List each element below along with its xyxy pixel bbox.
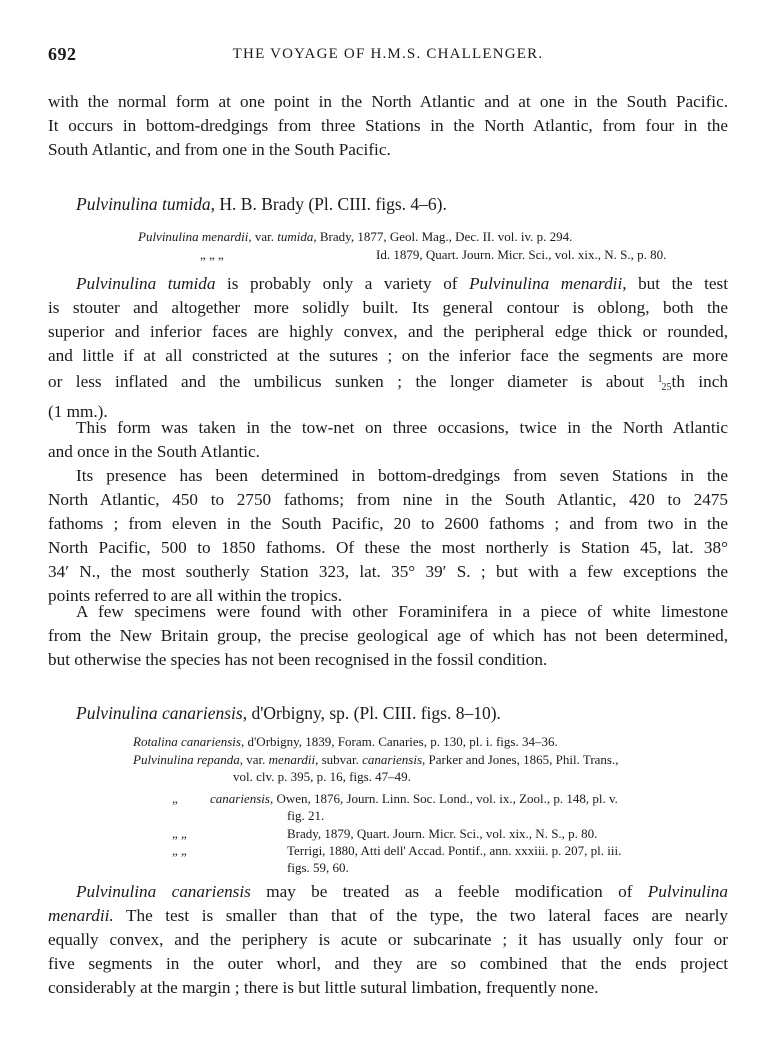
heading-authority: , d'Orbigny, sp. (Pl. CIII. figs. 8–10). [242,703,501,723]
text-line: but otherwise the species has not been recognised in the fossil condition. [48,650,548,669]
synonymy-line [200,247,666,263]
syn-subvar: canariensis [362,752,423,767]
text-line: North Pacific, 500 to 1850 fathoms. Of these the most northerly is Station 45, lat. 38° [48,538,728,557]
text-line: fathoms ; from eleven in the South Pacific, 20 to 2600 fathoms ; and from two in the [48,514,728,533]
text-line: South Atlantic, and from one in the South Pacific. [48,140,391,159]
synonymy-continuation: figs. 59, 60. [287,860,349,875]
species-name: menardii. [48,906,114,925]
synonymy-line [172,791,618,807]
page-header [48,44,728,68]
syn-var: menardii [268,752,316,767]
text-line: A few specimens were found with other Foraminifera in a piece of white limestone [76,602,728,621]
species-heading-tumida [76,194,447,215]
text-line: considerably at the margin ; there is but little sutural limbation, frequently none. [48,978,599,997]
fraction-denominator: 25 [661,382,672,393]
syn-text: , var. [248,229,278,244]
syn-name: Pulvinulina menardii [138,229,249,244]
text-line: North Atlantic, 450 to 2750 fathoms; from nine in the South Atlantic, 420 to 2475 [48,490,728,509]
ditto-marks: „ „ [172,826,187,841]
syn-text: , Parker and Jones, 1865, Phil. Trans., [422,752,619,767]
text-line [48,904,728,928]
heading-authority: , H. B. Brady (Pl. CIII. figs. 4–6). [210,194,447,214]
syn-name: Rotalina canariensis [133,734,241,749]
tumida-paragraph-4 [48,600,728,672]
text-line: superior and inferior faces are highly convex, and the peripheral edge thick or rounded, [48,322,728,341]
text-line: and once in the South Atlantic. [48,442,260,461]
text-line: This form was taken in the tow-net on three occasions, twice in the North Atlantic [76,418,728,437]
text-line: five segments in the outer whorl, and they are so combined that the ends project [48,954,728,973]
ditto-marks: „ „ „ [200,247,224,262]
intro-paragraph [48,90,728,162]
syn-text: , Owen, 1876, Journ. Linn. Soc. Lond., vol. ix., Zool., p. 148, pl. v. [269,791,618,806]
species-name: Pulvinulina canariensis [76,703,243,723]
text-line [48,272,728,296]
fraction-numerator: 1 [657,374,663,385]
species-name: Pulvinulina tumida [76,194,211,214]
syn-name: Pulvinulina repanda [133,752,240,767]
syn-var: tumida [277,229,314,244]
text-line: and little if at all constricted at the sutures ; on the inferior face the segments are more [48,346,728,365]
text-line: Its presence has been determined in bottom-dredgings from seven Stations in the [76,466,728,485]
page-number: 692 [48,44,77,64]
text-line: equally convex, and the periphery is acute or subcarinate ; it has usually only four or [48,930,728,949]
tumida-description [48,272,728,424]
text: or less inflated and the umbilicus sunken ; the longer diameter is about [48,372,658,391]
species-name: Pulvinulina menardii [469,274,623,293]
synonymy-continuation: fig. 21. [287,808,325,823]
syn-text: , Brady, 1877, Geol. Mag., Dec. II. vol. iv. p. 294. [313,229,573,244]
species-heading-canariensis [76,703,501,724]
text: may be treated as a feeble modification of [250,882,648,901]
text-line: points referred to are all within the tropics. [48,586,343,605]
syn-name: canariensis [210,791,270,806]
ditto-marks: „ „ [172,843,187,858]
syn-text: , var. [239,752,269,767]
canariensis-description [48,880,728,1000]
synonymy-line [133,734,558,750]
synonymy-line [172,826,597,842]
synonymy-continuation: vol. clv. p. 395, p. 16, figs. 47–49. [233,769,411,784]
text-line: with the normal form at one point in the North Atlantic and at one in the South Pacific. [48,92,728,111]
text: , but the test [622,274,728,293]
text-line: (1 mm.). [48,402,108,421]
text: th inch [671,372,728,391]
tumida-paragraph-2 [48,416,728,464]
species-name: Pulvinulina tumida [76,274,216,293]
synonymy-line [172,843,621,859]
running-title: THE VOYAGE OF H.M.S. CHALLENGER. [232,46,544,62]
species-name: Pulvinulina canariensis [76,882,251,901]
text-line: 34′ N., the most southerly Station 323, lat. 35° 39′ S. ; but with a few exceptions the [48,562,728,581]
text-line [48,880,728,904]
text: is probably only a variety of [215,274,470,293]
synonymy-line [138,229,572,245]
syn-text: Brady, 1879, Quart. Journ. Micr. Sci., vol. xix., N. S., p. 80. [287,826,598,841]
ditto-marks: „ [172,791,178,806]
tumida-paragraph-3 [48,464,728,608]
text-line [48,368,728,400]
syn-text: Terrigi, 1880, Atti dell' Accad. Pontif., ann. xxxiii. p. 207, pl. iii. [287,843,622,858]
text: The test is smaller than that of the type, the two lateral faces are nearly [113,906,728,925]
text-line: It occurs in bottom-dredgings from three Stations in the North Atlantic, from four in the [48,116,728,135]
syn-text: , subvar. [315,752,363,767]
syn-text: , d'Orbigny, 1839, Foram. Canaries, p. 130, pl. i. figs. 34–36. [240,734,558,749]
synonymy-line [133,752,618,768]
species-name: Pulvinulina [647,882,728,901]
text-line: is stouter and altogether more solidly built. Its general contour is oblong, both the [48,298,728,317]
syn-text: Id. 1879, Quart. Journ. Micr. Sci., vol. xix., N. S., p. 80. [376,247,667,262]
text-line: from the New Britain group, the precise geological age of which has not been determined, [48,626,728,645]
